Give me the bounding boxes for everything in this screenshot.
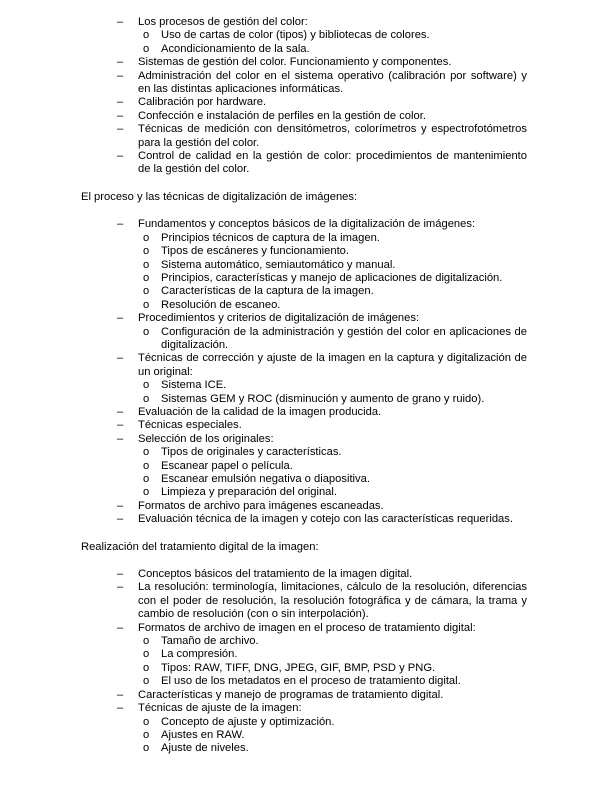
dash-bullet-icon: –: [117, 499, 124, 512]
sub-list-item: [0, 245, 600, 258]
list-item: [0, 581, 600, 621]
circle-bullet-icon: o: [143, 486, 150, 499]
dash-bullet-icon: –: [117, 312, 124, 325]
sub-list-item: [0, 729, 600, 742]
circle-bullet-icon: o: [143, 675, 150, 688]
sub-list-item: [0, 460, 600, 473]
dash-bullet-icon: –: [117, 513, 124, 526]
sub-list-item: [0, 232, 600, 245]
dash-bullet-icon: –: [117, 621, 124, 634]
list-item-text: Características y manejo de programas de tratamiento digital.: [138, 688, 444, 701]
list-item-text: Técnicas de medición con densitómetros, colorímetros y espectrofotómetros para la gestión del color.: [138, 123, 527, 149]
sub-list-item-text: Configuración de la administración y gestión del color en aplicaciones de digitalización.: [161, 325, 527, 351]
list-item: [0, 110, 600, 123]
list-item: [0, 702, 600, 715]
dash-bullet-icon: –: [117, 702, 124, 715]
sub-list-item-text: Concepto de ajuste y optimización.: [161, 715, 335, 728]
sub-list-item-text: Limpieza y preparación del original.: [161, 486, 337, 499]
sub-list-item-text: Acondicionamiento de la sala.: [161, 42, 310, 55]
circle-bullet-icon: o: [143, 728, 150, 741]
list-item-text: Formatos de archivo para imágenes escaneadas.: [138, 499, 384, 512]
sub-list-item-text: Sistema automático, semiautomático y manual.: [161, 258, 396, 271]
sub-list-item: [0, 285, 600, 298]
sub-list-item-text: Características de la captura de la imagen.: [161, 285, 374, 298]
sub-list-item: [0, 326, 600, 353]
dash-bullet-icon: –: [117, 69, 124, 82]
list-item: [0, 16, 600, 29]
section-color-management: [0, 16, 600, 177]
section-heading-digitalization: El proceso y las técnicas de digitalización de imágenes:: [81, 190, 358, 203]
circle-bullet-icon: o: [143, 245, 150, 258]
list-item-text: Técnicas de corrección y ajuste de la imagen en la captura y digitalización de un original:: [138, 352, 527, 378]
circle-bullet-icon: o: [143, 392, 150, 405]
list-item: [0, 150, 600, 177]
circle-bullet-icon: o: [143, 635, 150, 648]
sub-list-item: [0, 675, 600, 688]
sub-list-item-text: Principios técnicos de captura de la imagen.: [161, 231, 380, 244]
circle-bullet-icon: o: [143, 271, 150, 284]
circle-bullet-icon: o: [143, 29, 150, 42]
list-item-text: Evaluación técnica de la imagen y cotejo con las características requeridas.: [138, 513, 513, 526]
sub-list-item-text: La compresión.: [161, 648, 238, 661]
sub-list-item: [0, 299, 600, 312]
circle-bullet-icon: o: [143, 42, 150, 55]
list-item-text: Calibración por hardware.: [138, 96, 267, 109]
list-item-text: Formatos de archivo de imagen en el proceso de tratamiento digital:: [138, 621, 476, 634]
sub-list-item-text: Tamaño de archivo.: [161, 635, 259, 648]
list-item: [0, 622, 600, 635]
sub-list-item: [0, 272, 600, 285]
sub-list-item-text: Principios, características y manejo de aplicaciones de digitalización.: [161, 271, 503, 284]
sub-list-item: [0, 393, 600, 406]
circle-bullet-icon: o: [143, 258, 150, 271]
sub-list-item: [0, 29, 600, 42]
list-item-text: Evaluación de la calidad de la imagen producida.: [138, 405, 382, 418]
sub-list-item: [0, 662, 600, 675]
circle-bullet-icon: o: [143, 325, 150, 338]
list-item: [0, 689, 600, 702]
dash-bullet-icon: –: [117, 419, 124, 432]
sub-list-item-text: Escanear papel o película.: [161, 459, 293, 472]
sub-list-item-text: Escanear emulsión negativa o diapositiva.: [161, 473, 370, 485]
dash-bullet-icon: –: [117, 405, 124, 418]
circle-bullet-icon: o: [143, 285, 150, 298]
list-item-text: Los procesos de gestión del color:: [138, 16, 308, 28]
dash-bullet-icon: –: [117, 109, 124, 122]
sub-list-item-text: Uso de cartas de color (tipos) y bibliotecas de colores.: [161, 29, 430, 42]
dash-bullet-icon: –: [117, 352, 124, 365]
dash-bullet-icon: –: [117, 218, 124, 231]
sub-list-item: [0, 635, 600, 648]
sub-list-item: [0, 742, 600, 755]
sub-list-item-text: Sistema ICE.: [161, 379, 227, 392]
dash-bullet-icon: –: [117, 150, 124, 163]
list-item: [0, 513, 600, 526]
dash-bullet-icon: –: [117, 581, 124, 594]
circle-bullet-icon: o: [143, 742, 150, 755]
sub-list-item: [0, 379, 600, 392]
list-item-text: Conceptos básicos del tratamiento de la imagen digital.: [138, 568, 413, 581]
sub-list-item-text: El uso de los metadatos en el proceso de tratamiento digital.: [161, 675, 461, 688]
section-digital-treatment: [0, 568, 600, 756]
list-item: [0, 419, 600, 432]
sub-list-item: [0, 486, 600, 499]
list-item-text: Técnicas de ajuste de la imagen:: [138, 702, 302, 715]
circle-bullet-icon: o: [143, 648, 150, 661]
list-item: [0, 568, 600, 581]
sub-list-item: [0, 446, 600, 459]
list-item-text: Administración del color en el sistema operativo (calibración por software) y en las distintas aplicaciones informáticas.: [138, 69, 527, 96]
list-item: [0, 433, 600, 446]
list-item: [0, 96, 600, 109]
circle-bullet-icon: o: [143, 446, 150, 459]
list-item-text: Técnicas especiales.: [138, 419, 242, 432]
circle-bullet-icon: o: [143, 473, 150, 485]
section-digitalization: [0, 218, 600, 526]
list-item: [0, 500, 600, 513]
circle-bullet-icon: o: [143, 298, 150, 311]
list-item-text: La resolución: terminología, limitaciones, cálculo de la resolución, diferencias con el poder de resolución, la resolución fotográfica y de cámara, la trama y cambio de resolución (con o sin interpolación).: [138, 581, 527, 621]
sub-list-item-text: Ajuste de niveles.: [161, 742, 249, 755]
list-item: [0, 218, 600, 231]
dash-bullet-icon: –: [117, 123, 124, 136]
document-page: [0, 16, 600, 756]
sub-list-item: [0, 473, 600, 486]
list-item-text: Procedimientos y criterios de digitalización de imágenes:: [138, 312, 420, 325]
circle-bullet-icon: o: [143, 715, 150, 728]
section-heading-digital-treatment: Realización del tratamiento digital de la imagen:: [81, 540, 319, 553]
list-item-text: Selección de los originales:: [138, 432, 274, 445]
dash-bullet-icon: –: [117, 16, 124, 28]
list-item: [0, 123, 600, 150]
list-item-text: Sistemas de gestión del color. Funcionamiento y componentes.: [138, 56, 452, 69]
list-item-text: Confección e instalación de perfiles en la gestión de color.: [138, 109, 426, 122]
sub-list-item-text: Ajustes en RAW.: [161, 728, 245, 741]
circle-bullet-icon: o: [143, 459, 150, 472]
list-item: [0, 312, 600, 325]
dash-bullet-icon: –: [117, 96, 124, 109]
list-item: [0, 406, 600, 419]
sub-list-item-text: Sistemas GEM y ROC (disminución y aumento de grano y ruido).: [161, 392, 485, 405]
circle-bullet-icon: o: [143, 379, 150, 392]
dash-bullet-icon: –: [117, 56, 124, 69]
circle-bullet-icon: o: [143, 661, 150, 674]
list-item-text: Control de calidad en la gestión de color: procedimientos de mantenimiento de la gestión del color.: [138, 150, 527, 176]
sub-list-item: [0, 43, 600, 56]
list-item: [0, 56, 600, 69]
sub-list-item: [0, 648, 600, 661]
dash-bullet-icon: –: [117, 568, 124, 581]
list-item-text: Fundamentos y conceptos básicos de la digitalización de imágenes:: [138, 218, 476, 231]
list-item: [0, 352, 600, 379]
sub-list-item: [0, 259, 600, 272]
list-item: [0, 70, 600, 97]
sub-list-item-text: Resolución de escaneo.: [161, 298, 281, 311]
dash-bullet-icon: –: [117, 432, 124, 445]
sub-list-item-text: Tipos de escáneres y funcionamiento.: [161, 245, 350, 258]
sub-list-item-text: Tipos: RAW, TIFF, DNG, JPEG, GIF, BMP, PSD y PNG.: [161, 661, 436, 674]
dash-bullet-icon: –: [117, 688, 124, 701]
circle-bullet-icon: o: [143, 231, 150, 244]
sub-list-item-text: Tipos de originales y características.: [161, 446, 342, 459]
sub-list-item: [0, 716, 600, 729]
